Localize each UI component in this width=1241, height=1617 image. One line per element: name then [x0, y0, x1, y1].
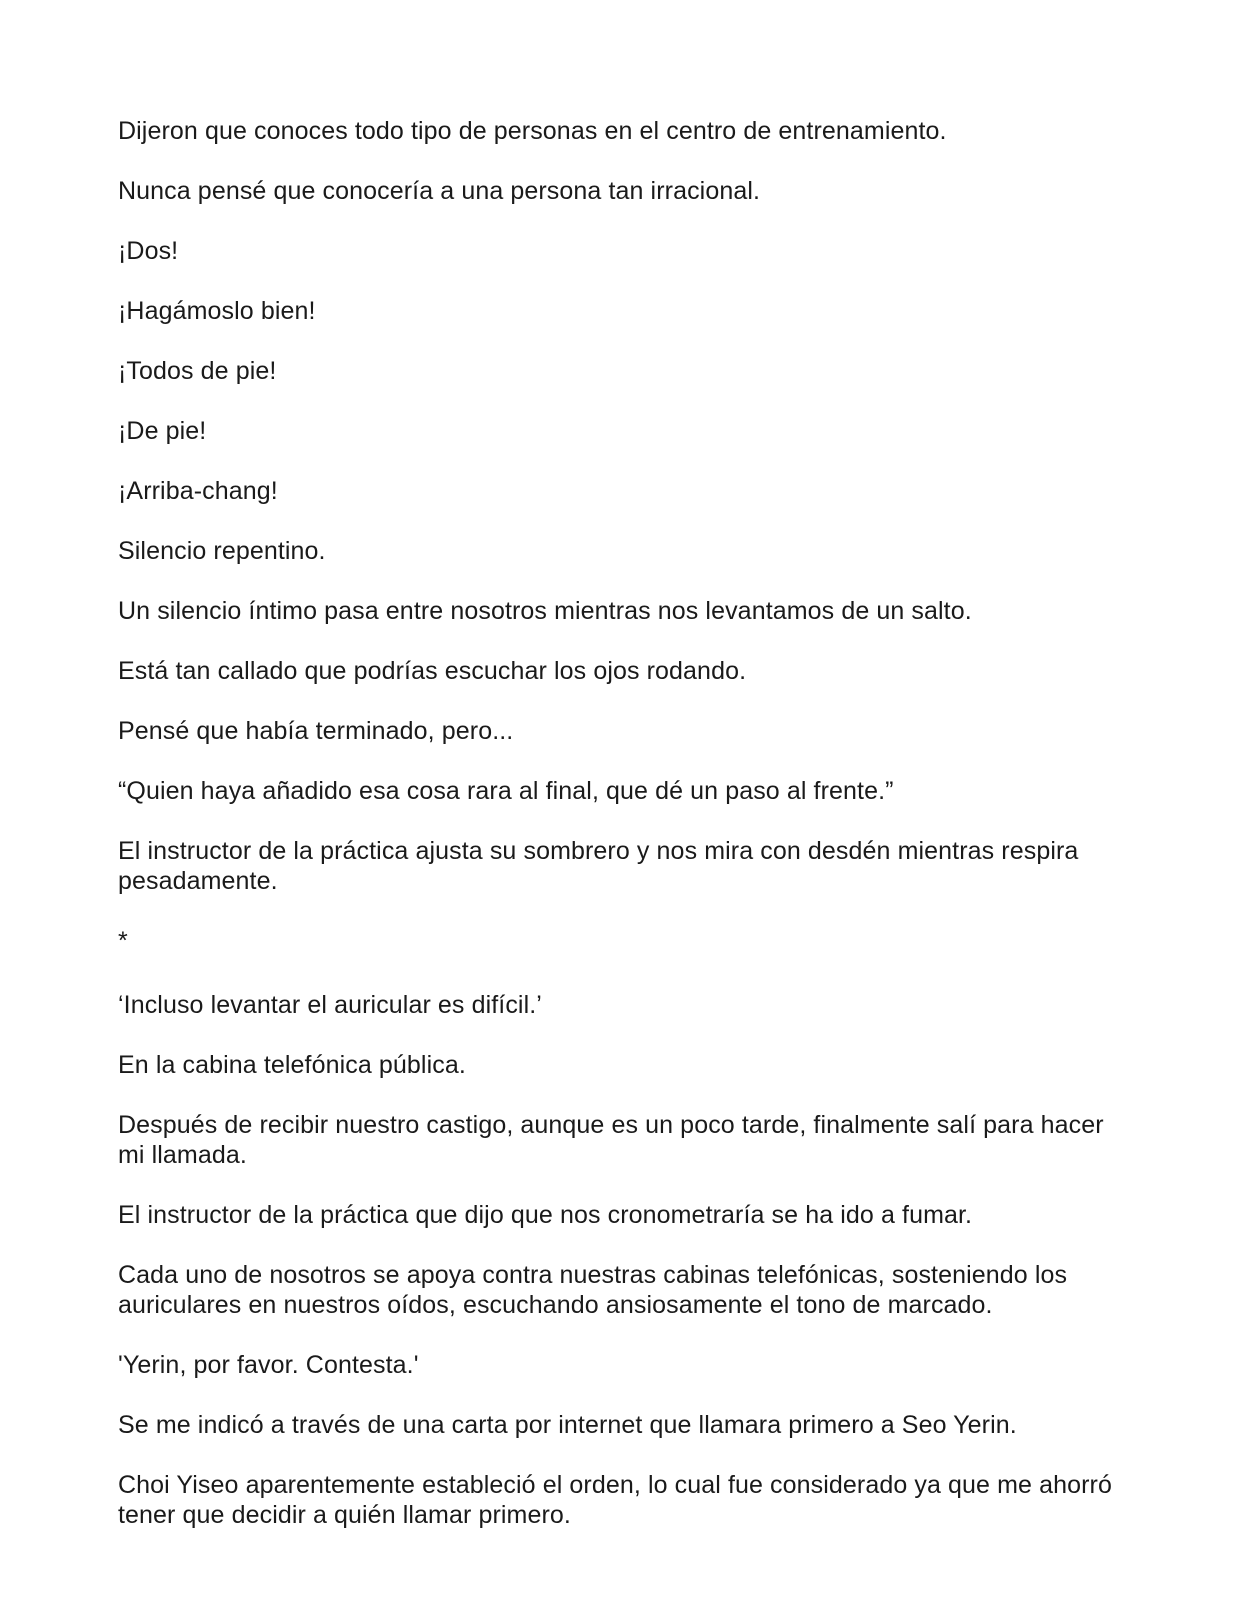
paragraph: ‘Incluso levantar el auricular es difícil.’: [118, 991, 542, 1019]
paragraph: ¡Dos!: [118, 237, 179, 265]
paragraph: Después de recibir nuestro castigo, aunque es un poco tarde, finalmente salí para hacer mi llamada.: [118, 1111, 1104, 1169]
paragraph: Cada uno de nosotros se apoya contra nuestras cabinas telefónicas, sosteniendo los auriculares en nuestros oídos, escuchando ansiosamente el tono de marcado.: [118, 1261, 1068, 1319]
paragraph: 'Yerin, por favor. Contesta.': [118, 1351, 419, 1379]
paragraph: “Quien haya añadido esa cosa rara al final, que dé un paso al frente.”: [118, 777, 894, 805]
paragraph: ¡De pie!: [118, 417, 207, 445]
paragraph: Está tan callado que podrías escuchar los ojos rodando.: [118, 657, 747, 685]
paragraph: En la cabina telefónica pública.: [118, 1051, 466, 1079]
paragraph: Choi Yiseo aparentemente estableció el orden, lo cual fue considerado ya que me ahorró tener que decidir a quién llamar primero.: [118, 1471, 1112, 1529]
paragraph: El instructor de la práctica ajusta su sombrero y nos mira con desdén mientras respira pesadamente.: [118, 837, 1079, 895]
paragraph: El instructor de la práctica que dijo que nos cronometraría se ha ido a fumar.: [118, 1201, 973, 1229]
paragraph: Nunca pensé que conocería a una persona tan irracional.: [118, 177, 761, 205]
paragraph: Un silencio íntimo pasa entre nosotros mientras nos levantamos de un salto.: [118, 597, 972, 625]
scene-break: *: [118, 927, 128, 955]
paragraph: Se me indicó a través de una carta por internet que llamara primero a Seo Yerin.: [118, 1411, 1017, 1439]
paragraph: Dijeron que conoces todo tipo de personas en el centro de entrenamiento.: [118, 117, 947, 145]
paragraph: ¡Arriba-chang!: [118, 477, 278, 505]
document-page: [118, 116, 1118, 1560]
paragraph: ¡Todos de pie!: [118, 357, 277, 385]
paragraph: ¡Hagámoslo bien!: [118, 297, 316, 325]
paragraph: Pensé que había terminado, pero...: [118, 717, 514, 745]
paragraph: Silencio repentino.: [118, 537, 326, 565]
